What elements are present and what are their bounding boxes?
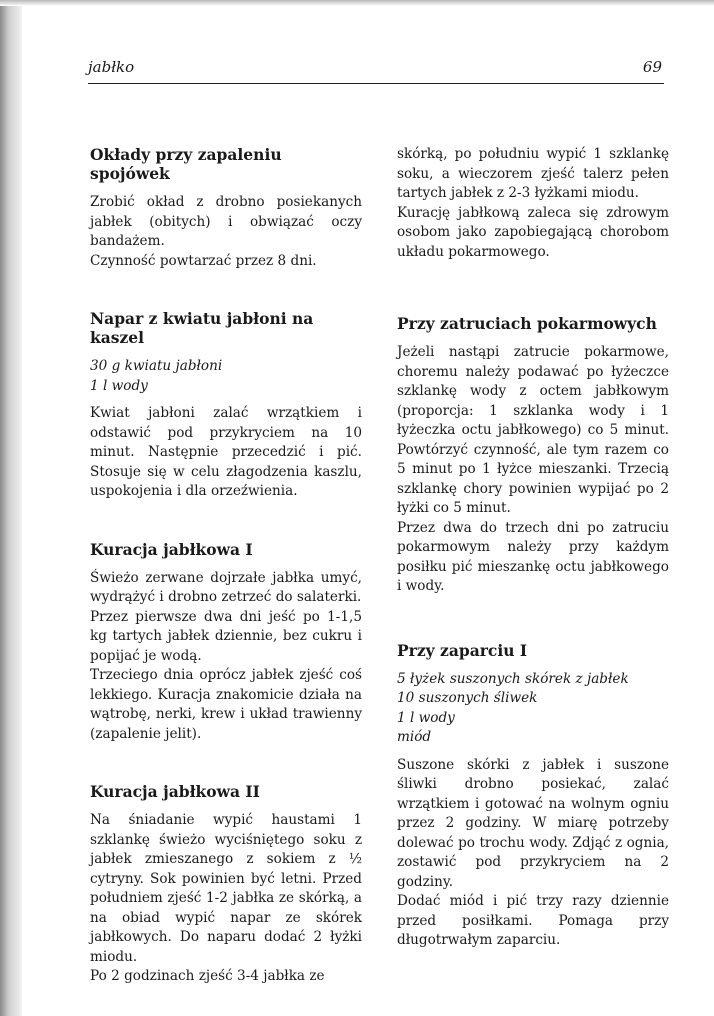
chapter-title: jabłko (88, 58, 135, 76)
paragraph: Trzeciego dnia oprócz jabłek zjeść coś lekkiego. Kuracja znakomicie działa na wątrobę, nerki, krew i układ trawienny (zapalenie jelit). (90, 667, 362, 742)
running-header (88, 58, 662, 84)
section-napar (90, 309, 362, 502)
paragraph: Po 2 godzinach zjeść 3-4 jabłka ze (90, 968, 325, 984)
paragraph: Przez dwa do trzech dni po zatruciu pokarmowym należy przy każdym posiłku pić mieszankę octu jabłkowego i wody. (397, 519, 669, 594)
paragraph: Dodać miód i pić trzy razy dziennie przed posiłkami. Pomaga przy długotrwałym zaparciu. (397, 893, 669, 948)
paragraph: Świeżo zerwane dojrzałe jabłka umyć, wydrążyć i drobno zetrzeć do salaterki. (90, 569, 362, 605)
ingredient: miód (397, 729, 432, 745)
paragraph: skórką, po południu wypić 1 szklankę soku, a wieczorem zjeść talerz pełen tartych jabłek z 2-3 łyżkami miodu. (397, 146, 669, 201)
section-zatrucia (397, 314, 669, 597)
section-title: Okłady przy zapaleniu spojówek (90, 145, 282, 183)
ingredient: 30 g kwiatu jabłoni (90, 358, 223, 374)
paragraph: Suszone skórki z jabłek i suszone śliwki drobno posiekać, zalać wrzątkiem i gotować na wolnym ogniu przez 2 godziny. W miarę potrzeby dolewać po trochu wody. Zdjąć z ognia, zostawić pod przykryciem na 2 godziny. (397, 756, 669, 890)
ingredients-list (397, 670, 669, 748)
section-title: Przy zatruciach pokarmowych (397, 314, 657, 333)
paragraph: Przez pierwsze dwa dni jeść po 1-1,5 kg tartych jabłek dziennie, bez cukru i popijać je wodą. (90, 608, 362, 664)
right-column (397, 145, 669, 951)
paragraph: Zrobić okład z drobno posiekanych jabłek (obitych) i obwiązać oczy bandażem. (90, 194, 362, 249)
header-rule (88, 83, 664, 84)
paragraph: Jeżeli nastąpi zatrucie pokarmowe, choremu należy podawać po łyżeczce szklankę wody z octem jabłkowym (proporcja: 1 szklanka wody i 1 łyżeczka octu jabłkowego) co 5 minut. Powtórzyć czynność, ale tym razem co 5 minut po 1 łyżce mieszanki. Trzecią szklankę chory powinien wypijać po 2 łyżki co 5 minut. (397, 344, 669, 516)
page-spine-shadow (0, 0, 22, 1016)
section-zaparcie-1 (397, 641, 669, 951)
ingredient: 1 l wody (90, 377, 148, 394)
left-column (90, 145, 362, 987)
section-title: Kuracja jabłkowa II (90, 782, 260, 801)
paragraph: Czynność powtarzać przez 8 dni. (90, 252, 317, 269)
ingredient: 10 suszonych śliwek (397, 690, 538, 706)
ingredient: 1 l wody (397, 709, 455, 726)
section-title: Napar z kwiatu jabłoni na kaszel (90, 309, 314, 347)
paragraph: Kurację jabłkową zaleca się zdrowym osobom jako zapobiegającą chorobom układu pokarmowego. (397, 204, 669, 260)
section-oklady (90, 145, 362, 271)
ingredients-list (90, 357, 362, 396)
paragraph: Kwiat jabłoni zalać wrzątkiem i odstawić pod przykryciem na 10 minut. Następnie przecedzić i pić. Stosuje się w celu złagodzenia kaszlu, uspokojenia i dla orzeźwienia. (90, 405, 362, 499)
section-title: Kuracja jabłkowa I (90, 539, 253, 559)
page-top-shadow (0, 0, 714, 6)
paragraph: Na śniadanie wypić haustami 1 szklankę świeżo wyciśniętego soku z jabłek zmieszanego z sokiem z ½ cytryny. Sok powinien być letni. Przed południem zjeść 1-2 jabłka ze skórką, a na obiad wypić napar ze skórek jabłkowych. Do naparu dodać 2 łyżki miodu. (90, 812, 362, 965)
section-kuracja-2-continued (397, 145, 669, 262)
ingredient: 5 łyżek suszonych skórek z jabłek (397, 670, 629, 687)
page-number: 69 (642, 58, 662, 76)
section-title: Przy zaparciu I (397, 640, 528, 660)
section-kuracja-1 (90, 540, 362, 745)
section-kuracja-2 (90, 782, 362, 987)
